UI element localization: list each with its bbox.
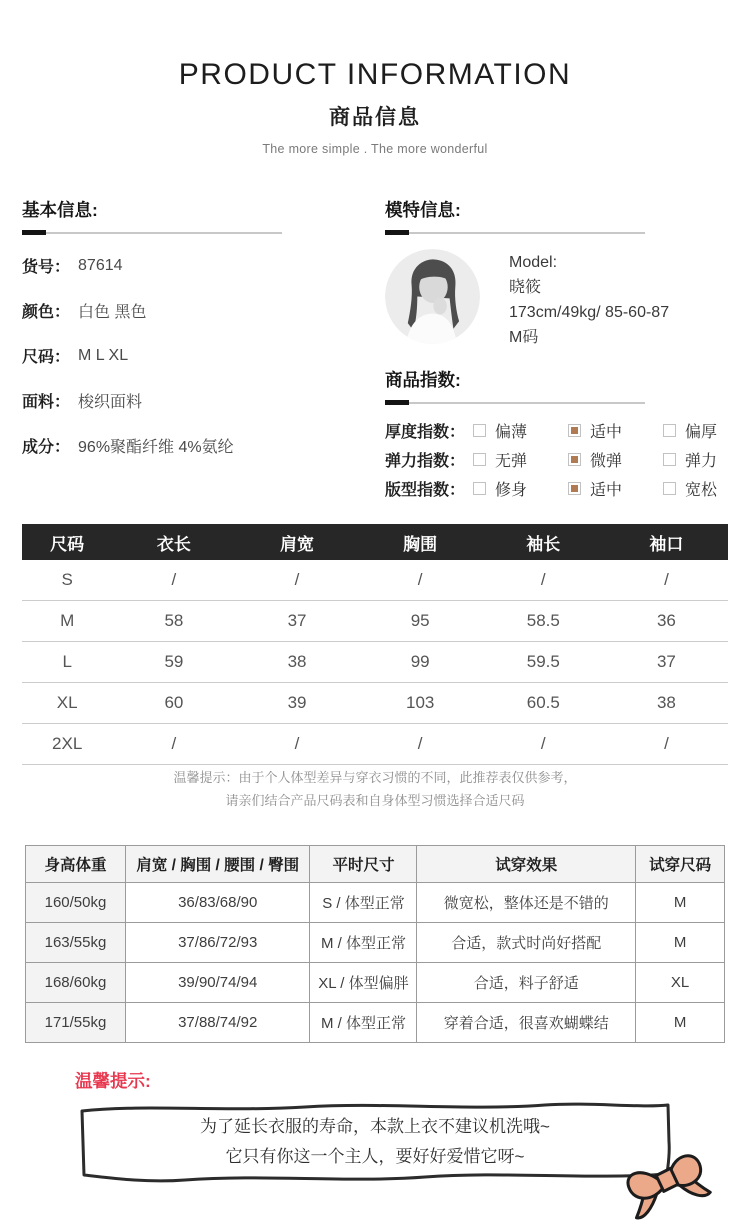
model-info-line: 晓筱 xyxy=(509,279,542,296)
checkbox-checked-icon[interactable] xyxy=(568,424,581,437)
product-index-row xyxy=(385,445,735,474)
checkbox-unchecked-icon[interactable] xyxy=(663,482,676,495)
column-header: 平时尺寸 xyxy=(310,846,417,883)
table-cell: M / 体型正常 xyxy=(310,1003,417,1043)
table-cell: 59 xyxy=(112,642,235,683)
model-row xyxy=(385,249,735,350)
field-label: 尺码： xyxy=(22,349,71,366)
basic-info-row xyxy=(22,288,362,333)
table-cell: M / 体型正常 xyxy=(310,923,417,963)
model-info-line: M码 xyxy=(509,329,539,346)
table-cell: 95 xyxy=(359,601,482,642)
field-label: 货号： xyxy=(22,259,71,276)
column-header: 试穿效果 xyxy=(417,846,636,883)
table-cell: / xyxy=(112,724,235,765)
checkbox-fill xyxy=(571,427,578,434)
table-cell: L xyxy=(22,642,112,683)
option-label: 适中 xyxy=(590,424,623,441)
table-cell: / xyxy=(235,724,358,765)
table-cell: 160/50kg xyxy=(26,883,126,923)
table-cell: 38 xyxy=(605,683,728,724)
model-info-line: 173cm/49kg/ 85-60-87 xyxy=(509,304,670,321)
table-cell: 合适，料子舒适 xyxy=(417,963,636,1003)
field-label: 颜色： xyxy=(22,304,71,321)
table-cell: 39/90/74/94 xyxy=(125,963,310,1003)
table-cell: M xyxy=(636,883,725,923)
model-info-heading: 模特信息: xyxy=(385,200,461,220)
table-cell: 39 xyxy=(235,683,358,724)
page-subtitle: 商品信息 xyxy=(329,106,421,129)
table-row xyxy=(22,683,728,724)
checkbox-checked-icon[interactable] xyxy=(568,453,581,466)
fit-table xyxy=(25,845,725,1043)
table-cell: XL xyxy=(636,963,725,1003)
column-header: 肩宽 / 胸围 / 腰围 / 臀围 xyxy=(125,846,310,883)
table-cell: XL / 体型偏胖 xyxy=(310,963,417,1003)
page-header xyxy=(0,58,750,156)
column-header: 衣长 xyxy=(112,524,235,560)
model-portrait-icon xyxy=(385,249,480,344)
field-label: 版型指数： xyxy=(385,482,466,499)
index-option xyxy=(473,419,568,442)
size-table xyxy=(22,524,728,765)
table-cell: 合适，款式时尚好搭配 xyxy=(417,923,636,963)
header-row xyxy=(22,524,728,560)
page-tagline: The more simple . The more wonderful xyxy=(262,142,488,156)
basic-info-rows xyxy=(22,235,362,468)
basic-info-row xyxy=(22,423,362,468)
fit-table-head xyxy=(26,846,725,883)
table-row xyxy=(26,923,725,963)
checkbox-unchecked-icon[interactable] xyxy=(663,453,676,466)
table-cell: / xyxy=(605,724,728,765)
basic-info-heading: 基本信息: xyxy=(22,200,98,220)
checkbox-fill xyxy=(571,456,578,463)
table-row xyxy=(22,560,728,601)
table-cell: 99 xyxy=(359,642,482,683)
size-table-note xyxy=(0,767,750,812)
field-value: 87614 xyxy=(78,256,123,274)
table-cell: S xyxy=(22,560,112,601)
warm-tip-box xyxy=(75,1095,675,1188)
table-cell: 103 xyxy=(359,683,482,724)
option-label: 无弹 xyxy=(495,453,528,470)
index-option xyxy=(568,448,663,471)
column-header: 肩宽 xyxy=(235,524,358,560)
table-cell: 38 xyxy=(235,642,358,683)
table-row xyxy=(22,642,728,683)
model-info-line: Model: xyxy=(509,254,558,271)
product-index-row xyxy=(385,474,735,503)
table-cell: 37/88/74/92 xyxy=(125,1003,310,1043)
checkbox-fill xyxy=(571,485,578,492)
section-underline xyxy=(385,400,645,405)
basic-info-row xyxy=(22,243,362,288)
table-cell: 58.5 xyxy=(482,601,605,642)
size-table-head xyxy=(22,524,728,560)
header-row xyxy=(26,846,725,883)
checkbox-checked-icon[interactable] xyxy=(568,482,581,495)
column-header: 胸围 xyxy=(359,524,482,560)
table-cell: 37/86/72/93 xyxy=(125,923,310,963)
index-option xyxy=(568,419,663,442)
table-cell: / xyxy=(359,560,482,601)
basic-info-row xyxy=(22,378,362,423)
index-option xyxy=(663,448,750,471)
product-index-row xyxy=(385,416,735,445)
table-cell: 微宽松，整体还是不错的 xyxy=(417,883,636,923)
warm-tip-heading: 温馨提示: xyxy=(75,1071,151,1091)
product-index-rows xyxy=(385,405,735,503)
basic-info-row xyxy=(22,333,362,378)
index-option xyxy=(473,448,568,471)
field-label: 厚度指数： xyxy=(385,424,466,441)
table-cell: / xyxy=(359,724,482,765)
warm-tip-line2: 它只有你这一个主人，要好好爱惜它呀~ xyxy=(225,1147,525,1166)
table-row xyxy=(22,724,728,765)
table-cell: M xyxy=(636,923,725,963)
table-cell: S / 体型正常 xyxy=(310,883,417,923)
index-option xyxy=(663,419,750,442)
table-row xyxy=(26,883,725,923)
table-cell: 60 xyxy=(112,683,235,724)
checkbox-unchecked-icon[interactable] xyxy=(473,453,486,466)
table-cell: 穿着合适，很喜欢蝴蝶结 xyxy=(417,1003,636,1043)
table-cell: 37 xyxy=(605,642,728,683)
field-label: 面料： xyxy=(22,394,71,411)
option-label: 偏薄 xyxy=(495,424,528,441)
option-label: 微弹 xyxy=(590,453,623,470)
table-cell: 60.5 xyxy=(482,683,605,724)
table-cell: / xyxy=(112,560,235,601)
field-value: 白色 黑色 xyxy=(78,304,147,321)
table-cell: 37 xyxy=(235,601,358,642)
table-cell: 58 xyxy=(112,601,235,642)
checkbox-unchecked-icon[interactable] xyxy=(473,424,486,437)
column-header: 袖长 xyxy=(482,524,605,560)
model-details xyxy=(509,249,669,350)
checkbox-unchecked-icon[interactable] xyxy=(473,482,486,495)
checkbox-unchecked-icon[interactable] xyxy=(663,424,676,437)
page-title: PRODUCT INFORMATION xyxy=(178,58,572,91)
table-row xyxy=(22,601,728,642)
warm-tip-text xyxy=(75,1112,675,1172)
index-option xyxy=(663,477,750,500)
size-note-line1: 温馨提示：由于个人体型差异与穿衣习惯的不同，此推荐表仅供参考， xyxy=(173,770,577,785)
table-row xyxy=(26,1003,725,1043)
index-option xyxy=(473,477,568,500)
table-cell: 168/60kg xyxy=(26,963,126,1003)
bow-icon xyxy=(620,1136,715,1228)
table-cell: XL xyxy=(22,683,112,724)
table-cell: / xyxy=(482,724,605,765)
size-table-body xyxy=(22,560,728,765)
column-header: 尺码 xyxy=(22,524,112,560)
field-value: 96%聚酯纤维 4%氨纶 xyxy=(78,439,234,456)
basic-info-section xyxy=(22,197,362,468)
column-header: 袖口 xyxy=(605,524,728,560)
column-header: 试穿尺码 xyxy=(636,846,725,883)
model-info-section xyxy=(385,197,735,503)
option-label: 弹力 xyxy=(685,453,718,470)
index-option xyxy=(568,477,663,500)
table-cell: / xyxy=(235,560,358,601)
table-cell: / xyxy=(605,560,728,601)
field-label: 成分： xyxy=(22,439,71,456)
section-underline xyxy=(22,230,282,235)
product-index-heading: 商品指数: xyxy=(385,370,461,390)
field-value: M L XL xyxy=(78,346,129,364)
option-label: 宽松 xyxy=(685,482,718,499)
table-cell: 163/55kg xyxy=(26,923,126,963)
column-header: 身高体重 xyxy=(26,846,126,883)
section-underline xyxy=(385,230,645,235)
table-cell: M xyxy=(22,601,112,642)
warm-tip-line1: 为了延长衣服的寿命，本款上衣不建议机洗哦~ xyxy=(200,1117,550,1136)
field-value: 梭织面料 xyxy=(78,394,143,411)
option-label: 适中 xyxy=(590,482,623,499)
table-cell: 36/83/68/90 xyxy=(125,883,310,923)
table-cell: 171/55kg xyxy=(26,1003,126,1043)
table-cell: 2XL xyxy=(22,724,112,765)
option-label: 偏厚 xyxy=(685,424,718,441)
field-label: 弹力指数： xyxy=(385,453,466,470)
table-cell: 59.5 xyxy=(482,642,605,683)
table-cell: / xyxy=(482,560,605,601)
fit-table-body xyxy=(26,883,725,1043)
option-label: 修身 xyxy=(495,482,528,499)
size-note-line2: 请亲们结合产品尺码表和自身体型习惯选择合适尺码 xyxy=(225,792,525,808)
table-cell: M xyxy=(636,1003,725,1043)
table-cell: 36 xyxy=(605,601,728,642)
table-row xyxy=(26,963,725,1003)
model-photo xyxy=(385,249,480,344)
